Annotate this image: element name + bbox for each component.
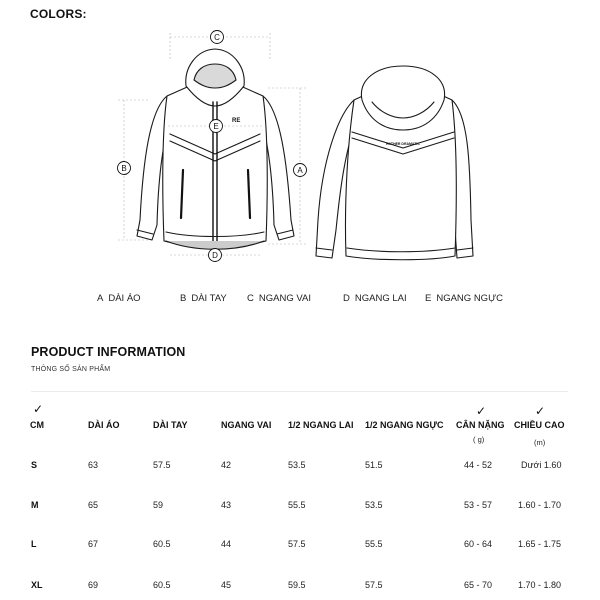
header-sleeve: DÀI TAY: [153, 420, 188, 430]
cell-shoulder: 42: [221, 460, 232, 470]
header-hem: 1/2 NGANG LAI: [288, 420, 354, 430]
marker-c: [211, 31, 224, 44]
row-size: XL: [31, 580, 43, 590]
cell-length: 69: [88, 580, 99, 590]
cell-weight: 65 - 70: [464, 580, 493, 590]
legend-item-c: C NGANG VAI: [247, 293, 311, 304]
cell-hem: 53.5: [288, 460, 306, 470]
check-icon: ✓: [476, 404, 487, 418]
cell-chest: 57.5: [365, 580, 383, 590]
marker-b: [118, 162, 131, 175]
cell-sleeve: 57.5: [153, 460, 171, 470]
cell-weight: 53 - 57: [464, 500, 493, 510]
legend-item-d: D NGANG LAI: [343, 293, 407, 304]
check-icon: ✓: [33, 402, 44, 416]
height-unit: (m): [534, 438, 546, 447]
cell-shoulder: 44: [221, 539, 232, 549]
cell-weight: 60 - 64: [464, 539, 493, 549]
row-size: S: [31, 460, 38, 470]
cell-sleeve: 59: [153, 500, 164, 510]
header-length: DÀI ÁO: [88, 420, 120, 430]
marker-a: [294, 164, 307, 177]
back-logo-text: RATHER DRAMATIC: [386, 142, 420, 146]
cell-hem: 55.5: [288, 500, 306, 510]
product-info-subtitle: THÔNG SỐ SẢN PHẨM: [31, 366, 111, 373]
header-size: CM: [30, 420, 44, 430]
marker-d: [209, 249, 222, 262]
cell-length: 63: [88, 460, 99, 470]
svg-text:C: C: [214, 33, 220, 42]
svg-text:B: B: [121, 164, 127, 173]
cell-sleeve: 60.5: [153, 539, 171, 549]
cell-length: 67: [88, 539, 99, 549]
cell-weight: 44 - 52: [464, 460, 493, 470]
header-chest: 1/2 NGANG NGỰC: [365, 420, 444, 430]
svg-text:A: A: [297, 166, 303, 175]
legend-item-a: A DÀI ÁO: [97, 293, 141, 304]
header-shoulder: NGANG VAI: [221, 420, 272, 430]
jacket-back-drawing: [316, 66, 473, 260]
cell-shoulder: 45: [221, 580, 232, 590]
section-divider: [31, 391, 568, 392]
cell-sleeve: 60.5: [153, 580, 171, 590]
row-size: M: [31, 500, 39, 510]
legend-item-e: E NGANG NGỰC: [425, 293, 504, 304]
product-info-title: PRODUCT INFORMATION: [31, 345, 186, 359]
header-weight: CÂN NẶNG: [456, 420, 505, 430]
marker-e: [210, 120, 223, 133]
cell-height: 1.65 - 1.75: [518, 539, 562, 549]
cell-hem: 57.5: [288, 539, 306, 549]
cell-hem: 59.5: [288, 580, 306, 590]
legend-item-b: B DÀI TAY: [180, 293, 227, 304]
weight-unit: ( g): [473, 435, 485, 444]
front-logo-text: RE: [232, 118, 241, 124]
jacket-diagram: [0, 20, 600, 275]
svg-text:D: D: [212, 251, 218, 260]
check-icon: ✓: [535, 404, 546, 418]
cell-shoulder: 43: [221, 500, 232, 510]
cell-height: Dưới 1.60: [521, 460, 562, 470]
row-size: L: [31, 539, 37, 549]
cell-height: 1.70 - 1.80: [518, 580, 562, 590]
cell-length: 65: [88, 500, 99, 510]
jacket-front-drawing: [137, 49, 294, 249]
header-height: CHIỀU CAO: [514, 420, 565, 430]
cell-chest: 51.5: [365, 460, 383, 470]
cell-chest: 55.5: [365, 539, 383, 549]
svg-text:E: E: [213, 122, 219, 131]
colors-title: COLORS:: [30, 7, 87, 21]
cell-height: 1.60 - 1.70: [518, 500, 562, 510]
cell-chest: 53.5: [365, 500, 383, 510]
